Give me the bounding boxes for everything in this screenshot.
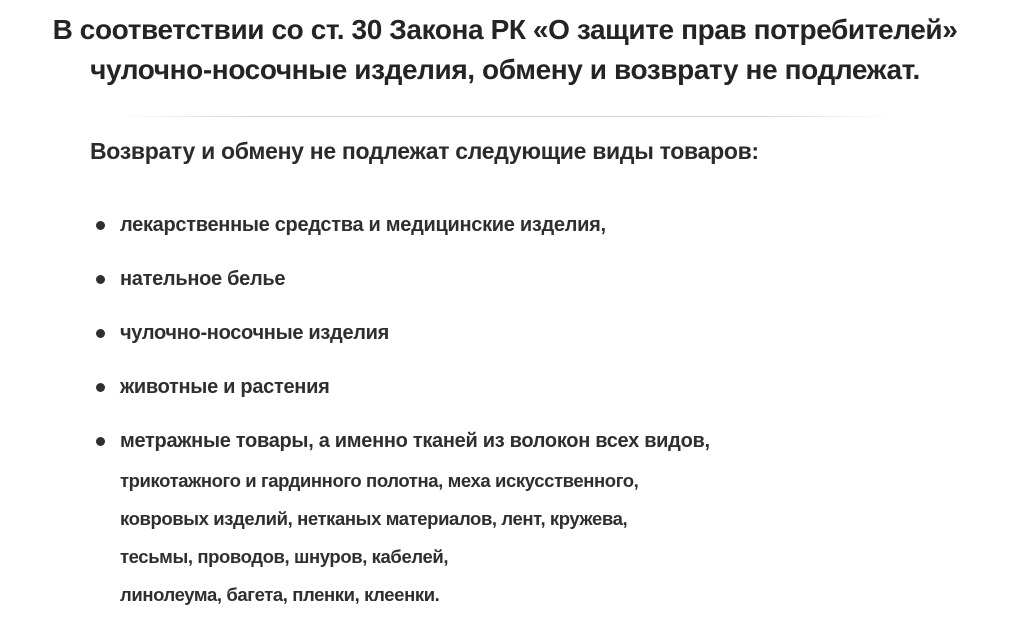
list-item xyxy=(96,264,710,294)
list-item-text: животные и растения xyxy=(120,376,330,398)
list-item-text: чулочно-носочные изделия xyxy=(120,322,390,344)
continuation-line: тесьмы, проводов, шнуров, кабелей, xyxy=(120,546,449,567)
header-line-2: чулочно-носочные изделия, обмену и возврату не подлежат. xyxy=(90,54,920,85)
list-item-text: метражные товары, а именно тканей из волокон всех видов, xyxy=(120,430,710,452)
bullet-icon xyxy=(96,329,105,338)
bullet-icon xyxy=(96,383,105,392)
header-line-1: В соответствии со ст. 30 Закона РК «О защите прав потребителей» xyxy=(52,14,958,45)
bullet-icon xyxy=(96,437,105,446)
list-item xyxy=(96,372,710,402)
notice-header xyxy=(0,10,1010,90)
non-returnable-goods-list xyxy=(96,210,710,638)
list-item-continuation xyxy=(120,462,710,614)
list-item xyxy=(96,318,710,348)
continuation-line: трикотажного и гардинного полотна, меха искусственного, xyxy=(120,470,639,491)
continuation-line: ковровых изделий, нетканых материалов, лент, кружева, xyxy=(120,508,628,529)
intro-text: Возврату и обмену не подлежат следующие виды товаров: xyxy=(90,138,759,164)
list-item xyxy=(96,426,710,614)
divider xyxy=(120,116,890,117)
list-item-text: нательное белье xyxy=(120,268,286,290)
list-item xyxy=(96,210,710,240)
bullet-icon xyxy=(96,275,105,284)
bullet-icon xyxy=(96,221,105,230)
list-item-text: лекарственные средства и медицинские изделия, xyxy=(120,214,606,236)
continuation-line: линолеума, багета, пленки, клеенки. xyxy=(120,584,440,605)
